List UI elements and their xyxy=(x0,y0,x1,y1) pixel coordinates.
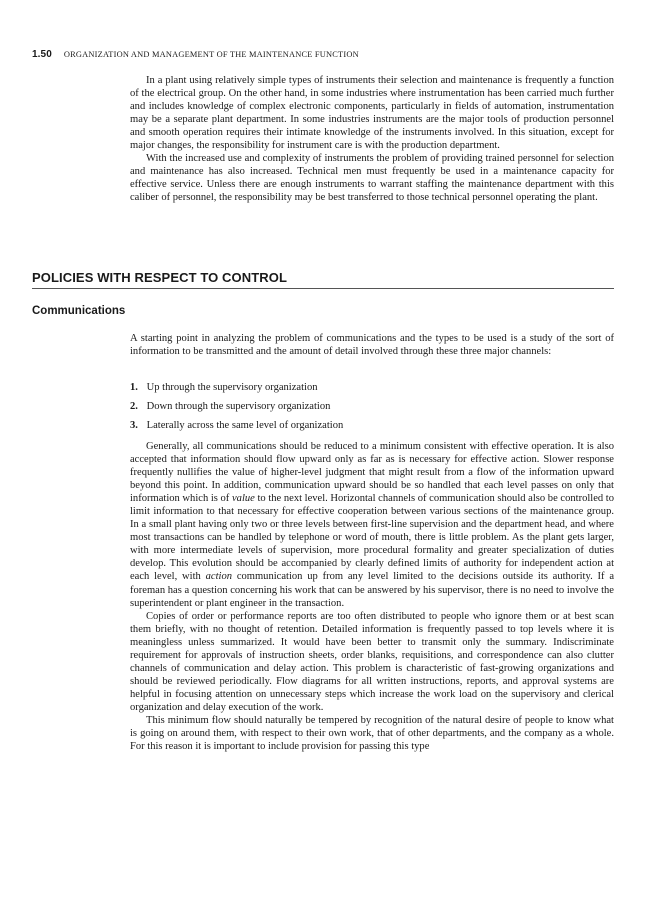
running-title: ORGANIZATION AND MANAGEMENT OF THE MAINTENANCE FUNCTION xyxy=(63,50,359,59)
channels-list xyxy=(130,378,614,435)
general-text-b: to the next level. Horizontal channels of communication should also be controlled to limit information to that necessary for effective cooperation between various sections of the maintenance group. In a small plant having only two or three levels between first-line supervision and the department head, and where most transactions can be handled by telephone or word of mouth, there is little problem. As the plant gets larger, with more intermediate levels of supervision, more procedural formality and greater specialization of duties develop. This evolution should be accompanied by clearly defined limits of authority for independent action at each level, with xyxy=(130,493,615,583)
value-emphasis: value xyxy=(231,493,255,505)
list-text: Down through the supervisory organization xyxy=(146,401,331,412)
list-number: 3. xyxy=(130,420,138,431)
copies-paragraph: Copies of order or performance reports are too often distributed to people who ignore them or at best scan them briefly, with no thought of retention. Detailed information is frequently passed to top levels where it is meaningless unless summarized. It would have been better to transmit only the summary. Indiscriminate requirement for approvals of instruction sheets, order blanks, requisitions, and correspondence can also clutter channels of communication and delay action. This problem is characteristic of fast-growing organizations and should be reviewed periodically. Flow diagrams for all written instructions, reports, and approval systems are helpful in focusing attention on unnecessary steps which increase the work load on the supervisory and clerical organization and delay execution of the work. xyxy=(130,610,614,713)
list-item xyxy=(130,397,614,416)
list-number: 1. xyxy=(130,382,138,393)
list-item xyxy=(130,416,614,435)
intro-block xyxy=(130,74,614,204)
running-header xyxy=(32,49,359,60)
list-item xyxy=(130,378,614,397)
list-text: Laterally across the same level of organization xyxy=(146,420,344,431)
intro-paragraph-1: In a plant using relatively simple types of instruments their selection and maintenance is frequently a function of the electrical group. On the other hand, in some industries where instrumentation has been carried much further and includes knowledge of complex electronic components, particularly in fields of automation, instrumentation may be a separate plant department. In some industries instruments are the major tools of production personnel and smooth operation requires their intimate knowledge of the instruments involved. In this situation, except for major changes, the responsibility for instrument care is with the production department. xyxy=(130,75,614,152)
list-number: 2. xyxy=(130,401,138,412)
list-text: Up through the supervisory organization xyxy=(146,382,318,393)
section-heading: POLICIES WITH RESPECT TO CONTROL xyxy=(32,270,614,289)
body-block xyxy=(130,440,614,753)
general-text-a: Generally, all communications should be reduced to a minimum consistent with effective operation. It is also accepted that information should flow upward only as far as is necessary for effective action. Slower response frequently nullifies the value of higher-level judgment that might result from a flow of the information upward beyond this point. In addition, communication upward should be so handled that each level passes on only that information which is of xyxy=(130,441,614,505)
page-number: 1.50 xyxy=(32,49,52,60)
general-text-c: communication up from any level limited to the decisions outside its authority. If a foreman has a question concerning his work that can be answered by his supervisor, there is no need to involve the superintendent or plant engineer in the transaction. xyxy=(130,571,615,609)
lead-paragraph: A starting point in analyzing the problem of communications and the types to be used is a study of the sort of information to be transmitted and the amount of detail involved through these three major channels: xyxy=(130,333,614,358)
general-paragraph xyxy=(130,440,614,610)
intro-paragraph-2: With the increased use and complexity of instruments the problem of providing trained personnel for selection and maintenance has also increased. Technical men must frequently be used in a maintenance capacity for effective service. Unless there are enough instruments to warrant staffing the maintenance department with this caliber of personnel, the responsibility may be best transferred to those technical personnel operating the plant. xyxy=(130,153,614,204)
action-emphasis: action xyxy=(205,571,232,583)
minimum-flow-paragraph: This minimum flow should naturally be tempered by recognition of the natural desire of people to know what is going on around them, with respect to their own work, that of other departments, and the company as a whole. For this reason it is important to include provision for passing this type xyxy=(130,714,614,753)
lead-block xyxy=(130,332,614,358)
subsection-heading: Communications xyxy=(32,305,126,317)
